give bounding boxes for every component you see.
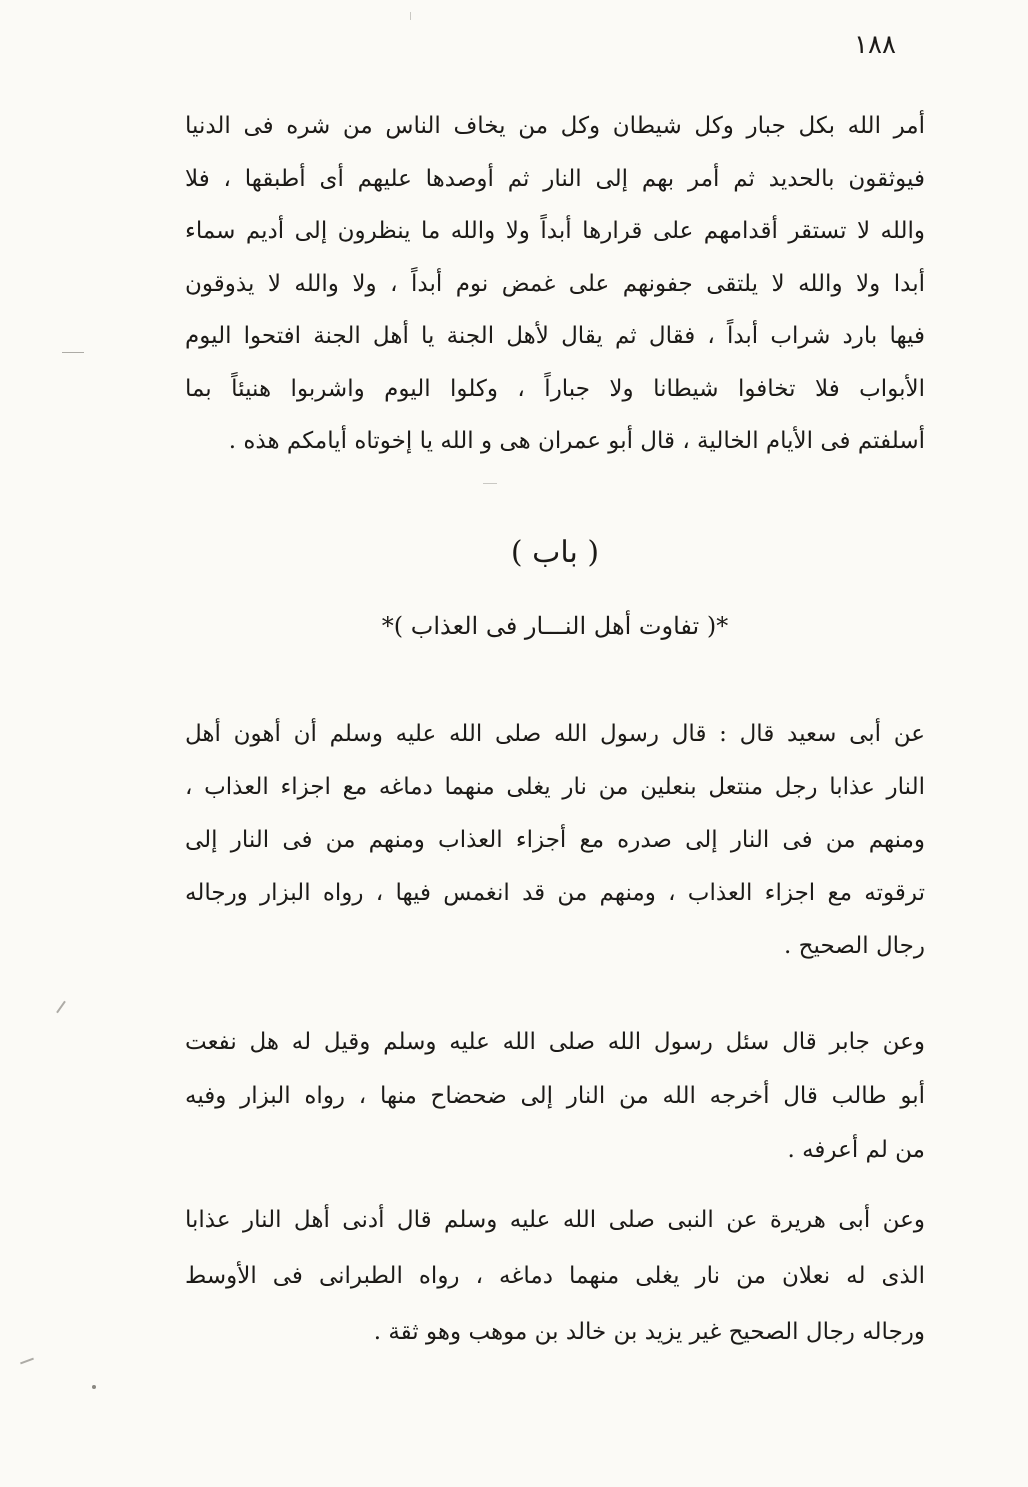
paragraph-jabir	[185, 1015, 925, 1177]
intro-paragraph	[185, 100, 925, 468]
scan-mark	[56, 1001, 66, 1014]
scan-mark	[20, 1358, 34, 1365]
paragraph-abu-said	[185, 708, 925, 973]
text-line: عن أبى سعيد قال : قال رسول الله صلى الله عليه وسلم أن أهون أهل	[185, 721, 925, 747]
scan-mark	[92, 1385, 96, 1389]
text-line: أسلفتم فى الأيام الخالية ، قال أبو عمران هى و الله يا إخوتاه أيامكم هذه .	[228, 428, 925, 454]
text-line: أبدا ولا والله لا يلتقى جفونهم على غمض نوم أبداً ، ولا والله لا يذوقون	[185, 270, 925, 297]
text-line: الذى له نعلان من نار يغلى منهما دماغه ، رواه الطبرانى فى الأوسط	[185, 1263, 925, 1289]
text-line: من لم أعرفه .	[787, 1137, 925, 1163]
text-line: أمر الله بكل جبار وكل شيطان وكل من يخاف الناس من شره فى الدنيا	[185, 113, 925, 139]
scan-mark	[62, 352, 84, 353]
chapter-title: *( تفاوت أهل النـــار فى العذاب )*	[381, 612, 729, 640]
text-line: والله لا تستقر أقدامهم على قرارها أبداً ولا والله ما ينظرون إلى أديم سماء	[185, 218, 925, 244]
text-line: أبو طالب قال أخرجه الله من النار إلى ضحضاح منها ، رواه البزار وفيه	[185, 1083, 925, 1109]
paragraph-abu-hurayra	[185, 1192, 925, 1360]
text-line: النار عذابا رجل منتعل بنعلين من نار يغلى منهما دماغه مع اجزاء العذاب ،	[185, 774, 925, 800]
scan-mark	[410, 12, 411, 20]
text-line: فيها بارد شراب أبداً ، فقال ثم يقال لأهل الجنة يا أهل الجنة افتحوا اليوم	[185, 323, 925, 349]
text-line: ترقوته مع اجزاء العذاب ، ومنهم من قد انغمس فيها ، رواه البزار ورجاله	[185, 880, 925, 906]
text-line: الأبواب فلا تخافوا شيطانا ولا جباراً ، وكلوا اليوم واشربوا هنيئاً بما	[185, 375, 925, 402]
chapter-heading: ( باب )	[510, 535, 600, 570]
text-line: وعن أبى هريرة عن النبى صلى الله عليه وسلم قال أدنى أهل النار عذابا	[185, 1207, 925, 1233]
text-line: فيوثقون بالحديد ثم أمر بهم إلى النار ثم أوصدها عليهم أى أطبقها ، فلا	[185, 165, 925, 192]
scan-mark	[483, 483, 497, 484]
text-line: رجال الصحيح .	[784, 933, 925, 959]
page-number: ١٨٨	[854, 30, 896, 60]
text-line: ورجاله رجال الصحيح غير يزيد بن خالد بن موهب وهو ثقة .	[373, 1319, 925, 1345]
text-line: وعن جابر قال سئل رسول الله صلى الله عليه وسلم وقيل له هل نفعت	[185, 1029, 925, 1055]
text-line: ومنهم من فى النار إلى صدره مع أجزاء العذاب ومنهم من فى النار إلى	[185, 827, 925, 853]
